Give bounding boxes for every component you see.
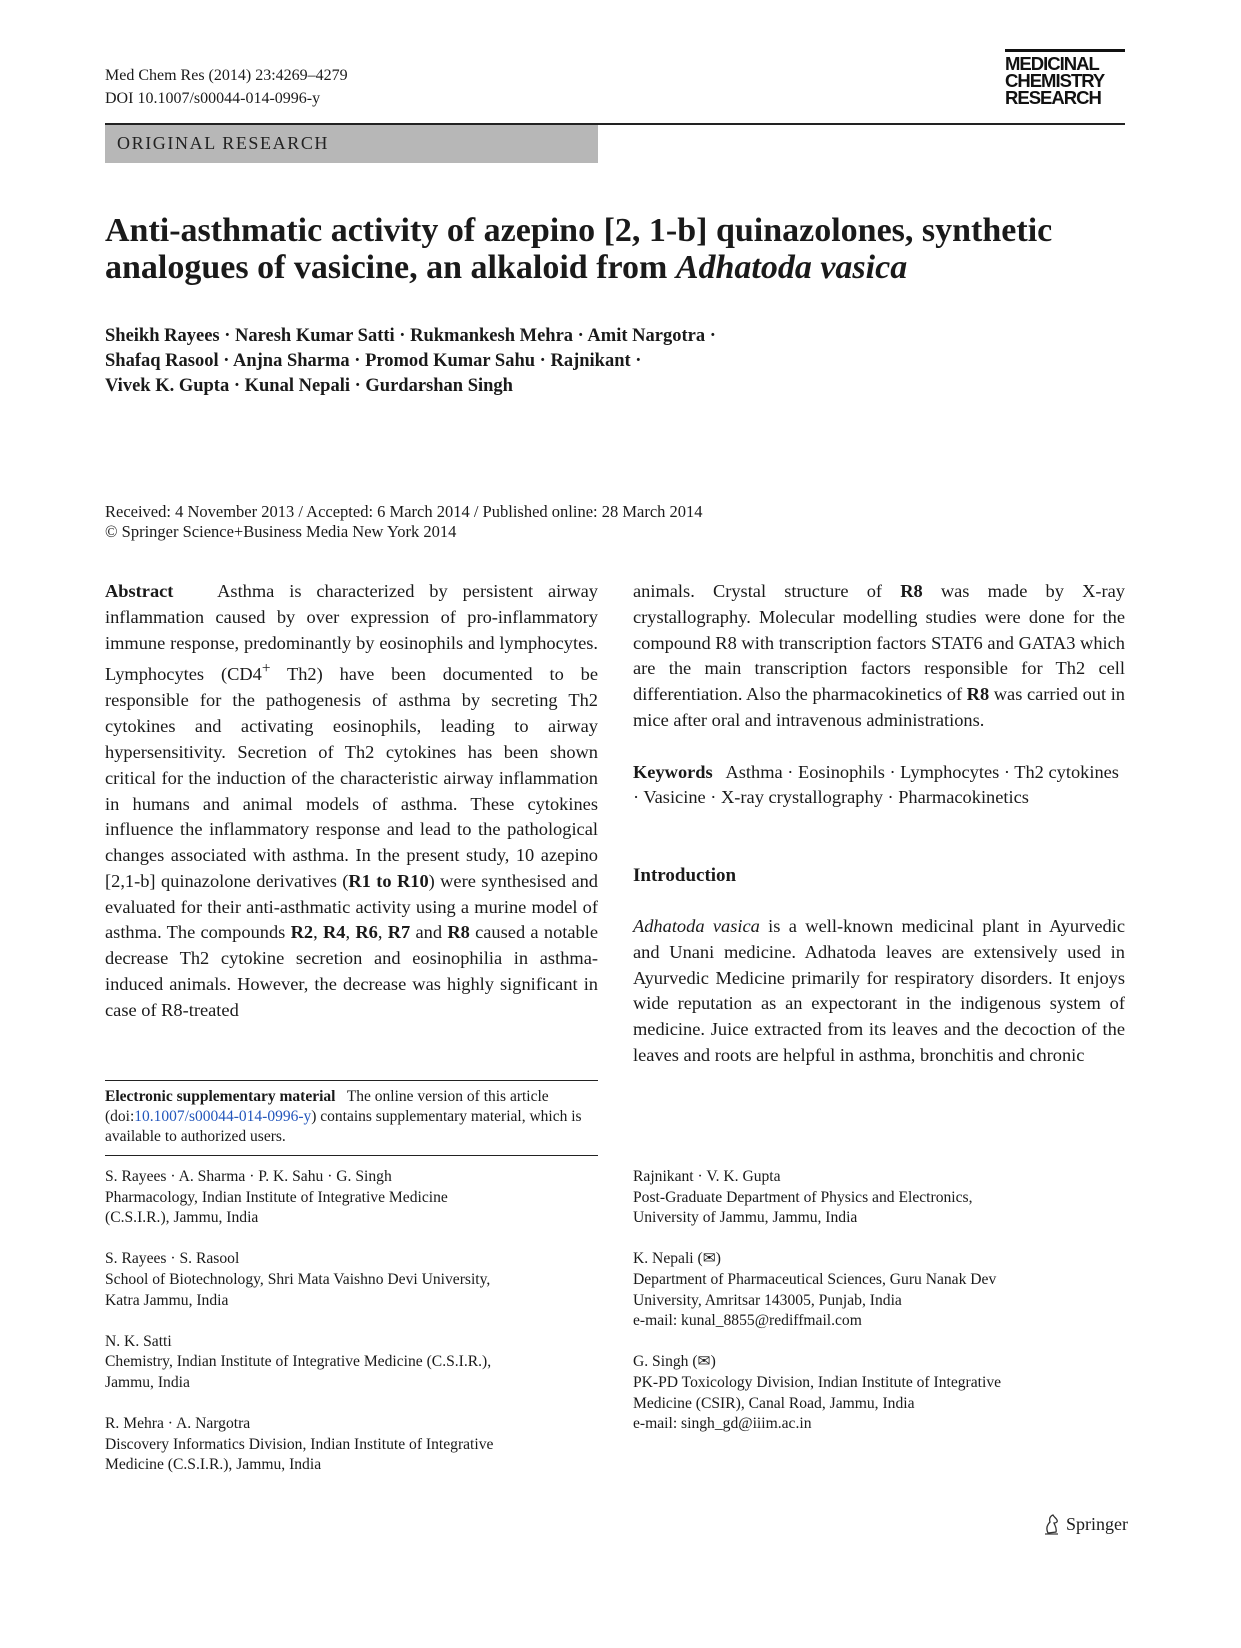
affiliation: K. Nepali (✉) Department of Pharmaceutical Sciences, Guru Nanak Dev University, Amritsar 143005, Punjab, India e-mail: kunal_8855@rediffmail.com xyxy=(633,1249,1125,1331)
copyright-line: © Springer Science+Business Media New York 2014 xyxy=(105,522,457,541)
logo-line-1: MEDICINAL xyxy=(1005,53,1099,74)
email-address[interactable]: e-mail: singh_gd@iiim.ac.in xyxy=(633,1415,812,1433)
footnote-rule xyxy=(105,1080,598,1081)
abstract-continuation: animals. Crystal structure of R8 was made by X-ray crystallography. Molecular modelling studies were done for the compound R8 with transcription factors STAT6 and GATA3 which are the main transcription factors responsible for Th2 cell differentiation. Also the pharmacokinetics of R8 was carried out in mice after oral and intravenous administrations. xyxy=(633,581,1125,730)
logo-line-2: CHEMISTRY xyxy=(1005,70,1105,91)
species-name: Adhatoda vasica xyxy=(675,249,908,286)
publisher-mark xyxy=(1042,1513,1128,1535)
affiliations-left xyxy=(105,1167,598,1497)
keywords xyxy=(633,760,1125,812)
springer-horse-icon xyxy=(1042,1513,1062,1535)
abstract-column-right xyxy=(633,579,1125,1069)
journal-logo xyxy=(1005,55,1125,106)
section-heading-introduction: Introduction xyxy=(633,865,737,887)
publisher-name: Springer xyxy=(1066,1513,1128,1534)
publication-dates xyxy=(105,502,1125,542)
logo-rule xyxy=(1005,49,1125,52)
authors-line: Vivek K. Gupta · Kunal Nepali · Gurdarshan Singh xyxy=(105,376,513,396)
affiliation: S. Rayees · A. Sharma · P. K. Sahu · G. Singh Pharmacology, Indian Institute of Integrative Medicine (C.S.I.R.), Jammu, India xyxy=(105,1168,448,1227)
dates-line: Received: 4 November 2013 / Accepted: 6 March 2014 / Published online: 28 March 2014 xyxy=(105,502,703,521)
abstract-column-left xyxy=(105,579,598,1024)
authors-line: Shafaq Rasool · Anjna Sharma · Promod Kumar Sahu · Rajnikant · xyxy=(105,351,642,371)
logo-line-3: RESEARCH xyxy=(1005,87,1101,108)
affiliation: R. Mehra · A. Nargotra Discovery Informatics Division, Indian Institute of Integrative Medicine (C.S.I.R.), Jammu, India xyxy=(105,1415,494,1474)
keywords-text: Asthma · Eosinophils · Lymphocytes · Th2 cytokines · Vasicine · X-ray crystallography · Pharmacokinetics xyxy=(633,761,1119,808)
affiliation: G. Singh (✉) PK-PD Toxicology Division, Indian Institute of Integrative Medicine (CSIR), Canal Road, Jammu, India e-mail: singh_gd@iiim.ac.in xyxy=(633,1352,1125,1434)
introduction-paragraph: Adhatoda vasica is a well-known medicinal plant in Ayurvedic and Unani medicine. Adhatoda leaves are extensively used in Ayurvedic Medicine primarily for respiratory disorders. It enjoys wide reputation as an expectorant in the indigenous system of medicine. Juice extracted from its leaves and the decoction of the leaves and roots are helpful in asthma, bronchitis and chronic xyxy=(633,915,1125,1065)
affiliation: Rajnikant · V. K. Gupta Post-Graduate Department of Physics and Electronics, University of Jammu, Jammu, India xyxy=(633,1168,973,1227)
title-line-2: analogues of vasicine, an alkaloid from Adhatoda vasica xyxy=(105,249,908,286)
affiliation: N. K. Satti Chemistry, Indian Institute of Integrative Medicine (C.S.I.R.), Jammu, India xyxy=(105,1332,492,1391)
email-address[interactable]: e-mail: kunal_8855@rediffmail.com xyxy=(633,1312,862,1330)
abstract-label: Abstract xyxy=(105,581,174,601)
title-line-1: Anti-asthmatic activity of azepino [2, 1-b] quinazolones, synthetic xyxy=(105,212,1053,249)
affiliations-right xyxy=(633,1167,1125,1455)
affiliation: S. Rayees · S. Rasool School of Biotechnology, Shri Mata Vaishno Devi University, Katra Jammu, India xyxy=(105,1250,491,1309)
article-title xyxy=(105,212,1125,286)
abstract-paragraph: Abstract Asthma is characterized by persistent airway inflammation caused by over expression of pro-inflammatory immune response, predominantly by eosinophils and lymphocytes. Lymphocytes (CD4+ Th2) have been documented to be responsible for the pathogenesis of asthma by secreting Th2 cytokines and activating eosinophils, leading to airway hypersensitivity. Secretion of Th2 cytokines has been shown critical for the induction of the characteristic airway inflammation in humans and animal models of asthma. These cytokines influence the inflammatory response and lead to the pathological changes associated with asthma. In the present study, 10 azepino [2,1-b] quinazolone derivatives (R1 to R10) were synthesised and evaluated for their anti-asthmatic activity using a murine model of asthma. The compounds R2, R4, R6, R7 and R8 caused a notable decrease Th2 cytokine secretion and eosinophilia in asthma-induced animals. However, the decrease was highly significant in case of R8-treated xyxy=(105,581,599,1020)
author-list xyxy=(105,324,1125,399)
supplementary-doi-link[interactable]: 10.1007/s00044-014-0996-y xyxy=(134,1108,312,1125)
authors-line: Sheikh Rayees · Naresh Kumar Satti · Rukmankesh Mehra · Amit Nargotra · xyxy=(105,326,716,346)
footnote-rule xyxy=(105,1155,598,1156)
section-label: ORIGINAL RESEARCH xyxy=(117,133,330,153)
journal-citation: Med Chem Res (2014) 23:4269–4279 xyxy=(105,67,348,84)
keywords-label: Keywords xyxy=(633,761,713,782)
supplementary-note: Electronic supplementary material The online version of this article (doi:10.1007/s00044-014-0996-y) contains supplementary material, which is available to authorized users. xyxy=(105,1088,582,1145)
citation-block xyxy=(105,64,348,110)
doi: DOI 10.1007/s00044-014-0996-y xyxy=(105,90,321,107)
